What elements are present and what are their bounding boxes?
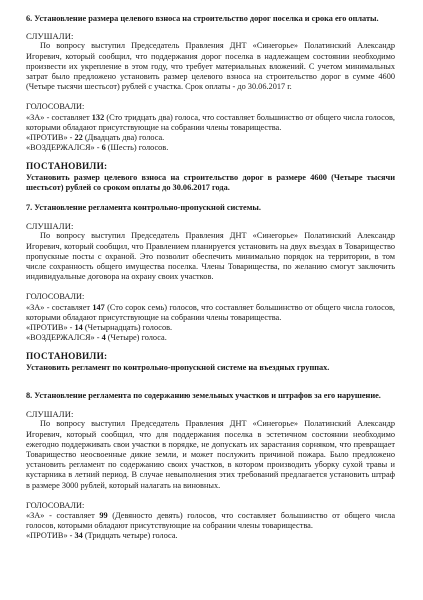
- section-7-voted-label: ГОЛОСОВАЛИ:: [26, 292, 85, 302]
- vote-against-suffix: (Двадцать два) голоса.: [82, 133, 165, 143]
- section-8: [26, 391, 395, 542]
- vote-abstain-count: 6: [101, 143, 106, 153]
- section-6: [26, 14, 395, 193]
- vote-abstain-prefix: «ВОЗДЕРЖАЛСЯ» -: [26, 143, 102, 153]
- section-8-voted-label: ГОЛОСОВАЛИ:: [26, 500, 85, 510]
- vote-for-count: 132: [91, 112, 105, 122]
- section-8-vote-for: [26, 511, 395, 531]
- section-7-decided-text: Установить регламент по контрольно-пропускной системе на въездных группах.: [26, 362, 330, 372]
- section-7-heading: 7. Установление регламента контрольно-пропускной системы.: [26, 203, 261, 213]
- vote-for-suffix: (Сто сорок семь) голосов, что составляет большинство от общего числа голосов, которыми обладают присутствующие на собрании члены товарищества.: [26, 302, 395, 322]
- vote-abstain-suffix: (Четыре) голоса.: [105, 333, 167, 343]
- section-8-heading: 8. Установление регламента по содержанию земельных участков и штрафов за его нарушение.: [26, 390, 381, 400]
- vote-for-count: 99: [99, 510, 108, 520]
- section-6-heard-label: СЛУШАЛИ:: [26, 31, 74, 42]
- section-6-vote-against: [26, 133, 395, 143]
- section-7-heard-label: СЛУШАЛИ:: [26, 221, 74, 232]
- vote-against-prefix: «ПРОТИВ» -: [26, 531, 75, 541]
- section-7-decided-label: ПОСТАНОВИЛИ:: [26, 352, 108, 363]
- vote-against-suffix: (Четырнадцать) голосов.: [82, 323, 173, 333]
- section-7-vote-against: [26, 323, 395, 333]
- section-6-vote-abstain: [26, 143, 395, 153]
- vote-against-prefix: «ПРОТИВ» -: [26, 133, 75, 143]
- section-8-heard-text: По вопросу выступил Председатель Правления ДНТ «Синегорье» Полатинский Александр Игоревич, который сообщил, что для поддержания поселка в эстетичном состоянии необходимо ежегодно поддерживать свои участки в порядке, не допускать их зарастания сорняком, что превращает Товарищество неосвоенные дикие земли, и может послужить причиной пожара. Было предложено установить регламент по содержанию своих участков, в котором производить уборку сухой травы и кустарника в летний период. В случае невыполнения этих требований предлагается установить штраф в размере 3000 рублей, который налагать на виновных.: [26, 419, 395, 490]
- vote-abstain-suffix: (Шесть) голосов.: [105, 143, 169, 153]
- vote-for-suffix: (Сто тридцать два) голоса, что составляет большинство от общего числа голосов, которыми обладают присутствующие на собрании члены товарищества.: [26, 112, 395, 132]
- vote-abstain-prefix: «ВОЗДЕРЖАЛСЯ» -: [26, 333, 102, 343]
- vote-for-prefix: «ЗА» - составляет: [26, 112, 92, 122]
- section-7: [26, 203, 395, 373]
- vote-abstain-count: 4: [101, 333, 106, 343]
- vote-for-prefix: «ЗА» - составляет: [26, 302, 93, 312]
- vote-against-prefix: «ПРОТИВ» -: [26, 323, 75, 333]
- section-7-heard-text: По вопросу выступил Председатель Правления ДНТ «Синегорье» Полатинский Александр Игоревич, который сообщил, что Правлением планируется установить на двух въездах в Товарищество пропускные посты с охраной. Это позволит обеспечить минимально порядок на территории, в том числе сохранность общего имущества поселка. Члены Товарищества, по желанию смогут заключить индивидуальные договора на охрану своих участков.: [26, 231, 395, 282]
- section-8-heard-label: СЛУШАЛИ:: [26, 409, 74, 420]
- section-7-vote-abstain: [26, 333, 395, 343]
- spacer: [26, 373, 395, 391]
- section-8-vote-against: [26, 531, 395, 541]
- vote-against-count: 14: [74, 323, 83, 333]
- vote-against-count: 22: [74, 133, 83, 143]
- section-6-voted-label: ГОЛОСОВАЛИ:: [26, 102, 85, 112]
- section-7-vote-for: [26, 303, 395, 323]
- vote-for-prefix: «ЗА» - составляет: [26, 510, 100, 520]
- vote-for-suffix: (Девяносто девять) голосов, что составляет большинство от общего числа голосов, которыми обладают присутствующие на собрании члены товарищества.: [26, 510, 396, 531]
- vote-against-count: 34: [74, 531, 83, 541]
- section-6-heading: 6. Установление размера целевого взноса на строительство дорог поселка и срока его оплаты.: [26, 14, 379, 23]
- vote-for-count: 147: [92, 302, 105, 312]
- section-6-heard-text: По вопросу выступил Председатель Правления ДНТ «Синегорье» Полатинский Александр Игоревич, который сообщил, что поддержания дорог поселка в надлежащем состоянии необходимо произвести их укрепление в этом году, что требует материальных вложений. С учетом минимальных затрат было предложено установить размер целевого взноса на строительство дорог в сумме 4600 (Четыре тысячи шестьсот) рублей с участка. Срок оплаты - до 30.06.2017 г.: [26, 41, 395, 92]
- spacer: [26, 193, 395, 203]
- vote-against-suffix: (Тридцать четыре) голоса.: [82, 531, 178, 541]
- section-6-decided-text: Установить размер целевого взноса на строительство дорог в размере 4600 (Четыре тысячи шестьсот) рублей со сроком оплаты до 30.06.2017 года.: [26, 172, 395, 192]
- section-6-decided-label: ПОСТАНОВИЛИ:: [26, 162, 108, 173]
- section-6-vote-for: [26, 113, 395, 133]
